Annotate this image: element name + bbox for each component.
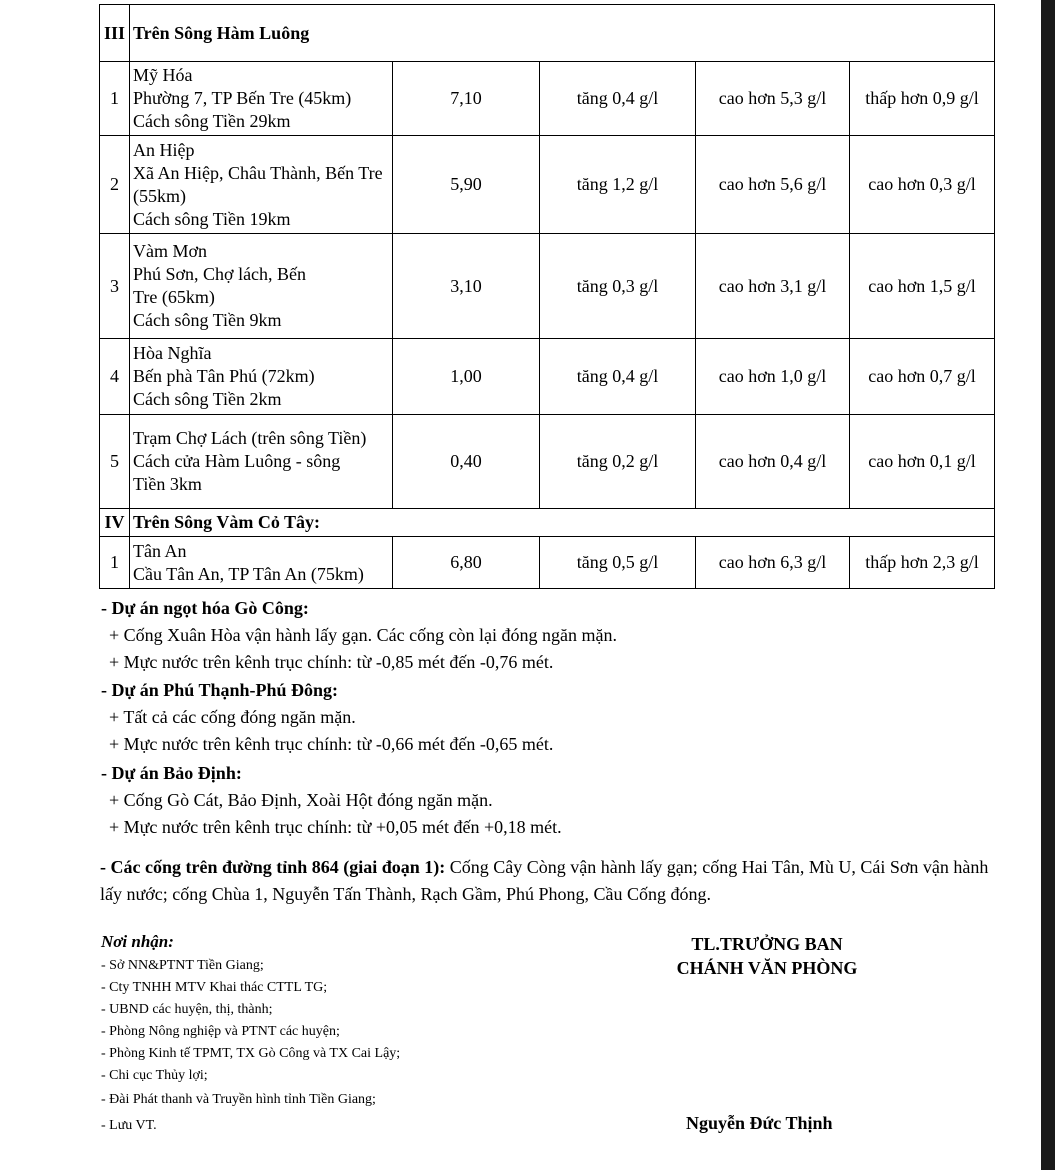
station-address: Phường 7, TP Bến Tre (45km) xyxy=(133,88,352,108)
road-864-lead: - Các cống trên đường tỉnh 864 (giai đoạn 1): xyxy=(100,857,446,877)
salinity-compare-2: thấp hơn 0,9 g/l xyxy=(850,62,995,136)
section-title: Trên Sông Hàm Luông xyxy=(130,5,995,62)
project-item: + Mực nước trên kênh trục chính: từ +0,05 mét đến +0,18 mét. xyxy=(109,817,562,837)
project-item: + Cống Gò Cát, Bảo Định, Xoài Hột đóng ngăn mặn. xyxy=(109,790,493,810)
salinity-change: tăng 0,2 g/l xyxy=(540,415,696,509)
salinity-compare-1: cao hơn 1,0 g/l xyxy=(696,339,850,415)
station-distance: Cách sông Tiền 29km xyxy=(133,111,291,131)
station-distance: Cách sông Tiền 2km xyxy=(133,389,282,409)
recipient-item: - Sở NN&PTNT Tiền Giang; xyxy=(101,958,264,973)
section-roman: IV xyxy=(100,509,130,537)
recipient-item: - Chi cục Thủy lợi; xyxy=(101,1068,208,1083)
station-name: An Hiệp xyxy=(133,139,195,160)
salinity-value: 1,00 xyxy=(393,339,540,415)
row-index: 2 xyxy=(100,136,130,234)
row-index: 3 xyxy=(100,234,130,339)
station-location xyxy=(130,136,393,234)
project-heading: - Dự án ngọt hóa Gò Công: xyxy=(101,598,309,618)
salinity-change: tăng 0,3 g/l xyxy=(540,234,696,339)
recipient-item: - Lưu VT. xyxy=(101,1118,157,1133)
station-location xyxy=(130,339,393,415)
section-header-row xyxy=(100,509,995,537)
road-864-text: Cống Cây Còng vận hành lấy gạn; cống Hai Tân, Mù U, Cái Sơn vận hành lấy nước; cống Chùa 1, Nguyễn Tấn Thành, Rạch Gầm, Phú Phong, Cầu Cống đóng. xyxy=(100,857,989,904)
recipient-item: - Đài Phát thanh và Truyền hình tỉnh Tiền Giang; xyxy=(101,1092,376,1107)
station-location xyxy=(130,415,393,509)
table-row xyxy=(100,62,995,136)
row-index: 4 xyxy=(100,339,130,415)
road-864-paragraph xyxy=(100,854,1000,908)
project-item: + Tất cả các cống đóng ngăn mặn. xyxy=(109,707,356,727)
project-item: + Mực nước trên kênh trục chính: từ -0,85 mét đến -0,76 mét. xyxy=(109,652,554,672)
salinity-value: 0,40 xyxy=(393,415,540,509)
station-address: Xã An Hiệp, Châu Thành, Bến Tre (55km) xyxy=(133,162,383,206)
station-address: Bến phà Tân Phú (72km) xyxy=(133,366,315,386)
salinity-compare-2: cao hơn 0,3 g/l xyxy=(850,136,995,234)
page-edge xyxy=(1041,0,1055,1170)
salinity-table xyxy=(99,4,995,589)
recipient-item: - Phòng Kinh tế TPMT, TX Gò Công và TX Cai Lậy; xyxy=(101,1046,401,1061)
table-row xyxy=(100,339,995,415)
salinity-compare-2: cao hơn 0,1 g/l xyxy=(850,415,995,509)
section-roman: III xyxy=(100,5,130,62)
station-location xyxy=(130,62,393,136)
recipient-item: - Cty TNHH MTV Khai thác CTTL TG; xyxy=(101,980,328,995)
row-index: 1 xyxy=(100,62,130,136)
section-header-row xyxy=(100,5,995,62)
salinity-compare-1: cao hơn 0,4 g/l xyxy=(696,415,850,509)
recipient-item: - UBND các huyện, thị, thành; xyxy=(101,1002,273,1017)
salinity-change: tăng 0,4 g/l xyxy=(540,62,696,136)
station-name: Trạm Chợ Lách (trên sông Tiền) xyxy=(133,428,367,448)
table-row xyxy=(100,234,995,339)
signature-title: TL.TRƯỞNG BAN xyxy=(691,934,843,954)
project-item: + Mực nước trên kênh trục chính: từ -0,66 mét đến -0,65 mét. xyxy=(109,734,554,754)
table-row xyxy=(100,415,995,509)
station-distance: Cách sông Tiền 19km xyxy=(133,208,291,229)
salinity-value: 3,10 xyxy=(393,234,540,339)
station-distance: Cách cửa Hàm Luông - sông Tiền 3km xyxy=(133,451,341,494)
salinity-compare-1: cao hơn 3,1 g/l xyxy=(696,234,850,339)
station-address: Phú Sơn, Chợ lách, Bến Tre (65km) xyxy=(133,264,307,307)
recipients-title: Nơi nhận: xyxy=(101,932,174,951)
salinity-value: 7,10 xyxy=(393,62,540,136)
station-address: Cầu Tân An, TP Tân An (75km) xyxy=(133,563,364,584)
station-location xyxy=(130,234,393,339)
section-title: Trên Sông Vàm Cỏ Tây: xyxy=(130,509,995,537)
table-row xyxy=(100,136,995,234)
project-heading: - Dự án Bảo Định: xyxy=(101,763,242,783)
signer-name: Nguyễn Đức Thịnh xyxy=(686,1113,833,1133)
salinity-change: tăng 0,4 g/l xyxy=(540,339,696,415)
station-distance: Cách sông Tiền 9km xyxy=(133,310,282,330)
salinity-value: 5,90 xyxy=(393,136,540,234)
table-row xyxy=(100,537,995,589)
station-name: Vàm Mơn xyxy=(133,241,208,261)
station-name: Hòa Nghĩa xyxy=(133,343,212,363)
signature-block xyxy=(660,932,874,980)
project-heading: - Dự án Phú Thạnh-Phú Đông: xyxy=(101,680,339,700)
station-name: Mỹ Hóa xyxy=(133,65,193,85)
row-index: 1 xyxy=(100,537,130,589)
salinity-compare-1: cao hơn 6,3 g/l xyxy=(696,537,850,589)
row-index: 5 xyxy=(100,415,130,509)
salinity-compare-2: cao hơn 1,5 g/l xyxy=(850,234,995,339)
salinity-change: tăng 0,5 g/l xyxy=(540,537,696,589)
station-name: Tân An xyxy=(133,540,187,561)
salinity-compare-2: thấp hơn 2,3 g/l xyxy=(850,537,995,589)
station-location xyxy=(130,537,393,589)
salinity-change: tăng 1,2 g/l xyxy=(540,136,696,234)
project-item: + Cống Xuân Hòa vận hành lấy gạn. Các cống còn lại đóng ngăn mặn. xyxy=(109,625,618,645)
salinity-compare-1: cao hơn 5,3 g/l xyxy=(696,62,850,136)
recipient-item: - Phòng Nông nghiệp và PTNT các huyện; xyxy=(101,1024,340,1039)
salinity-compare-1: cao hơn 5,6 g/l xyxy=(696,136,850,234)
signature-position: CHÁNH VĂN PHÒNG xyxy=(676,958,858,978)
salinity-value: 6,80 xyxy=(393,537,540,589)
salinity-compare-2: cao hơn 0,7 g/l xyxy=(850,339,995,415)
